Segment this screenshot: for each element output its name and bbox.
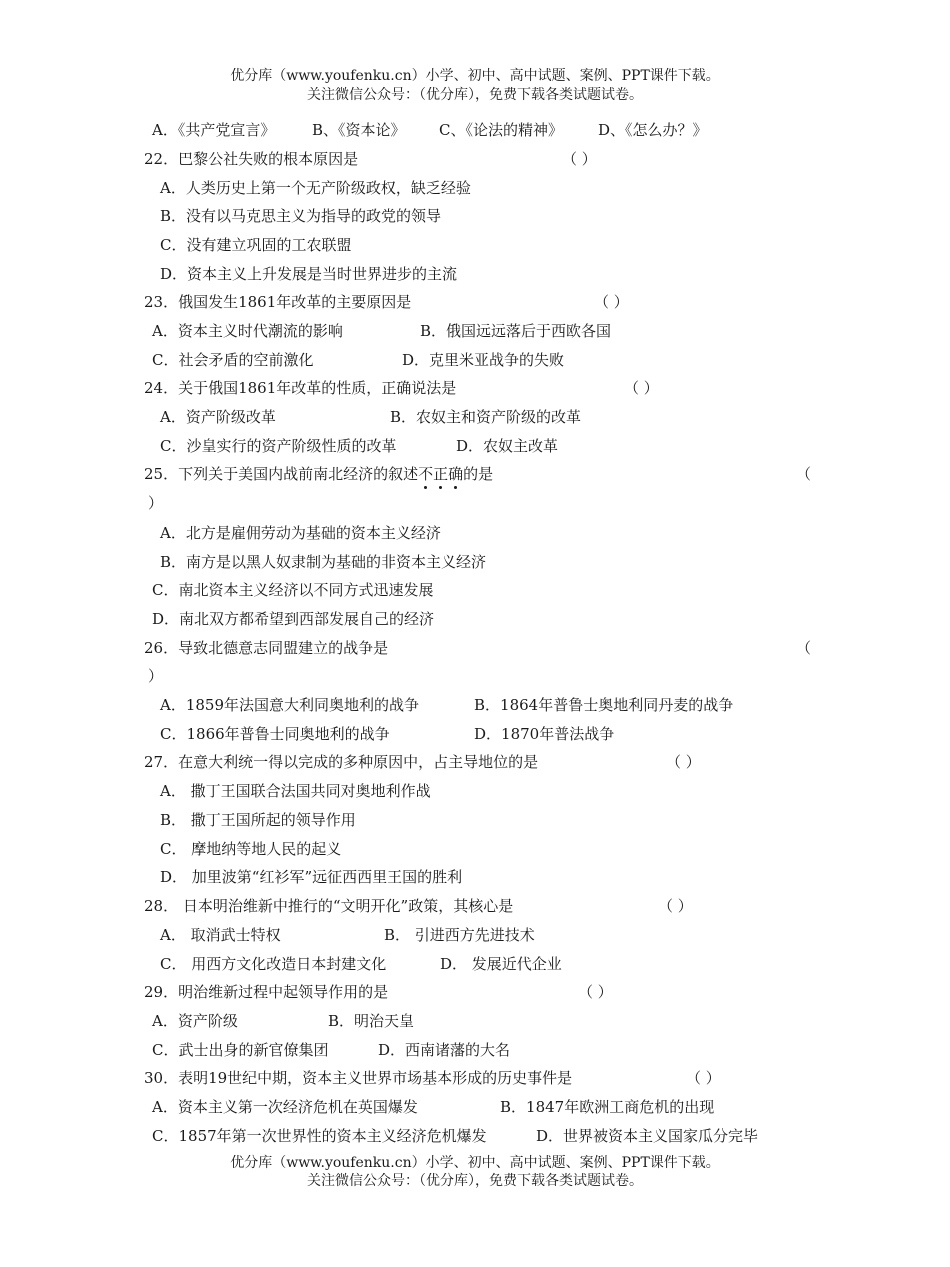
q25-bracket-open: （ (796, 465, 812, 483)
q23-answer-bracket: （ ） (594, 293, 629, 311)
q29-option-b: B．明治天皇 (328, 1012, 415, 1030)
q22-stem: 22．巴黎公社失败的根本原因是 (144, 150, 359, 168)
q27-answer-bracket: （ ） (666, 753, 701, 771)
q23-option-d: D．克里米亚战争的失败 (402, 351, 565, 369)
q26-stem: 26．导致北德意志同盟建立的战争是 (144, 639, 389, 657)
q25-stem-before: 25．下列关于美国内战前南北经济的叙述 (144, 465, 419, 483)
q25-emphasis-char-1: 不 (418, 465, 434, 483)
q23-option-a: A．资本主义时代潮流的影响 (152, 322, 343, 340)
q26-bracket-open: （ (796, 639, 812, 657)
q24-option-b: B．农奴主和资产阶级的改革 (390, 408, 582, 426)
q30-option-a: A．资本主义第一次经济危机在英国爆发 (152, 1098, 418, 1116)
q25-stem (144, 464, 493, 484)
page-footer-line-2: 关注微信公众号：（优分库），免费下载各类试题试卷。 (307, 1173, 643, 1189)
q28-option-a: A． 取消武士特权 (160, 926, 281, 944)
q27-option-c: C． 摩地纳等地人民的起义 (160, 840, 342, 858)
q27-option-b: B． 撒丁王国所起的领导作用 (160, 811, 356, 829)
q26-option-c: C．1866年普鲁士同奥地利的战争 (160, 725, 390, 743)
q22-answer-bracket: （ ） (562, 150, 597, 168)
q25-option-b: B．南方是以黑人奴隶制为基础的非资本主义经济 (160, 553, 487, 571)
page-header-line-1: 优分库（www.youfenku.cn）小学、初中、高中试题、案例、PPT课件下载。 (230, 68, 720, 84)
q30-stem: 30．表明19世纪中期，资本主义世界市场基本形成的历史事件是 (144, 1069, 573, 1087)
q25-option-a: A．北方是雇佣劳动为基础的资本主义经济 (160, 524, 441, 542)
q28-option-c: C． 用西方文化改造日本封建文化 (160, 955, 387, 973)
q28-option-b: B． 引进西方先进技术 (384, 926, 535, 944)
q27-option-a: A． 撒丁王国联合法国共同对奥地利作战 (160, 782, 431, 800)
q25-emphasis-char-3: 确 (448, 465, 464, 483)
q28-answer-bracket: （ ） (658, 897, 693, 915)
q25-option-d: D．南北双方都希望到西部发展自己的经济 (152, 610, 435, 628)
q24-option-c: C．沙皇实行的资产阶级性质的改革 (160, 437, 397, 455)
q29-answer-bracket: （ ） (578, 983, 613, 1001)
q30-option-b: B．1847年欧洲工商危机的出现 (500, 1098, 715, 1116)
q29-option-c: C．武士出身的新官僚集团 (152, 1041, 329, 1059)
q23-stem: 23．俄国发生1861年改革的主要原因是 (144, 293, 412, 311)
q25-stem-after: 的是 (463, 465, 494, 483)
q30-answer-bracket: （ ） (686, 1069, 721, 1087)
q26-option-b: B．1864年普鲁士奥地利同丹麦的战争 (474, 696, 734, 714)
q26-option-a: A．1859年法国意大利同奥地利的战争 (160, 696, 420, 714)
q24-stem: 24．关于俄国1861年改革的性质，正确说法是 (144, 379, 457, 397)
q29-option-a: A．资产阶级 (152, 1012, 238, 1030)
q22-option-b: B．没有以马克思主义为指导的政党的领导 (160, 207, 442, 225)
q25-emphasis-char-2: 正 (433, 465, 449, 483)
q26-bracket-close: ） (148, 667, 164, 685)
q24-option-a: A．资产阶级改革 (160, 408, 276, 426)
q29-option-d: D．西南诸藩的大名 (378, 1041, 511, 1059)
q24-answer-bracket: （ ） (624, 379, 659, 397)
q25-bracket-close: ） (148, 494, 164, 512)
q21-option-b: B、《资本论》 (312, 121, 406, 139)
q21-option-c: C、《论法的精神》 (439, 121, 563, 139)
q23-option-b: B．俄国远远落后于西欧各国 (420, 322, 612, 340)
q30-option-c: C．1857年第一次世界性的资本主义经济危机爆发 (152, 1127, 487, 1145)
q21-option-a: A．《共产党宣言》 (152, 121, 276, 139)
q28-stem: 28． 日本明治维新中推行的“文明开化”政策，其核心是 (144, 897, 514, 915)
q22-option-d: D．资本主义上升发展是当时世界进步的主流 (160, 265, 458, 283)
q25-option-c: C．南北资本主义经济以不同方式迅速发展 (152, 581, 434, 599)
q24-option-d: D．农奴主改革 (456, 437, 559, 455)
q29-stem: 29．明治维新过程中起领导作用的是 (144, 983, 389, 1001)
q23-option-c: C．社会矛盾的空前激化 (152, 351, 314, 369)
q26-option-d: D．1870年普法战争 (474, 725, 615, 743)
q22-option-a: A．人类历史上第一个无产阶级政权，缺乏经验 (160, 179, 471, 197)
q30-option-d: D．世界被资本主义国家瓜分完毕 (536, 1127, 759, 1145)
q27-stem: 27．在意大利统一得以完成的多种原因中，占主导地位的是 (144, 753, 539, 771)
q21-option-d: D、《怎么办？》 (598, 121, 708, 139)
q22-option-c: C．没有建立巩固的工农联盟 (160, 236, 352, 254)
q28-option-d: D． 发展近代企业 (440, 955, 562, 973)
page-header-line-2: 关注微信公众号：（优分库），免费下载各类试题试卷。 (307, 87, 643, 103)
page-footer-line-1: 优分库（www.youfenku.cn）小学、初中、高中试题、案例、PPT课件下载。 (230, 1155, 720, 1171)
q27-option-d: D． 加里波第“红衫军”远征西西里王国的胜利 (160, 868, 463, 886)
